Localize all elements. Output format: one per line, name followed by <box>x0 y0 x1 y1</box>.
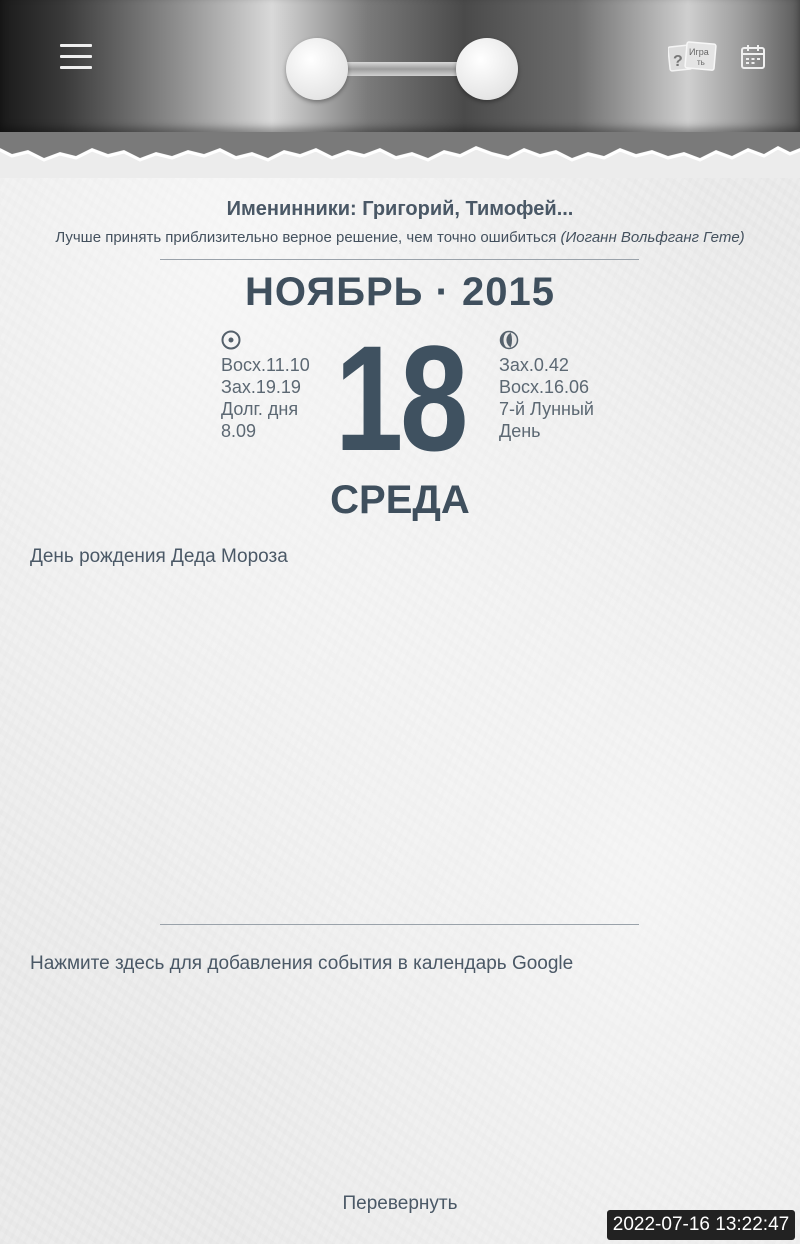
hamburger-menu-icon[interactable] <box>60 44 92 70</box>
day-number: 18 <box>334 314 466 482</box>
timestamp-overlay: 2022-07-16 13:22:47 <box>607 1210 795 1240</box>
sunrise-time: Восх.11.10 <box>221 355 310 375</box>
lunar-day-label: 7-й Лунный <box>499 399 594 419</box>
quote <box>0 229 800 246</box>
moonrise-time: Восх.16.06 <box>499 377 590 397</box>
torn-paper-edge <box>0 128 800 178</box>
svg-text:ть: ть <box>697 58 705 67</box>
binder-ring-bar <box>340 62 464 76</box>
weekday: СРЕДА <box>330 478 470 522</box>
day-length-value: 8.09 <box>221 421 257 441</box>
svg-text:?: ? <box>673 53 683 70</box>
binder-ring-right <box>456 38 518 100</box>
svg-text:Игра: Игра <box>689 47 709 57</box>
moon-icon <box>499 330 519 350</box>
moonset-time: Зах.0.42 <box>499 355 569 375</box>
add-google-event-link[interactable]: Нажмите здесь для добавления события в календарь Google <box>30 953 574 974</box>
lunar-day-word: День <box>499 421 541 441</box>
name-days: Именинники: Григорий, Тимофей... <box>226 198 574 220</box>
sunset-time: Зах.19.19 <box>221 377 301 397</box>
holiday-text: День рождения Деда Мороза <box>30 546 288 567</box>
moon-info <box>499 354 594 442</box>
divider-bottom <box>160 924 639 925</box>
quote-text: Лучше принять приблизительно верное решение, чем точно ошибиться <box>55 229 557 246</box>
calendar-icon[interactable] <box>740 44 766 70</box>
month-year: НОЯБРЬ · 2015 <box>245 270 555 314</box>
sun-icon <box>221 330 241 350</box>
quote-author: (Иоганн Вольфганг Гете) <box>560 229 745 246</box>
day-length-label: Долг. дня <box>221 399 299 419</box>
top-bar <box>0 0 800 132</box>
divider-top <box>160 259 639 260</box>
sun-info <box>221 354 310 442</box>
games-icon[interactable] <box>668 40 718 74</box>
binder-ring-left <box>286 38 348 100</box>
flip-page-button[interactable]: Перевернуть <box>342 1193 458 1214</box>
